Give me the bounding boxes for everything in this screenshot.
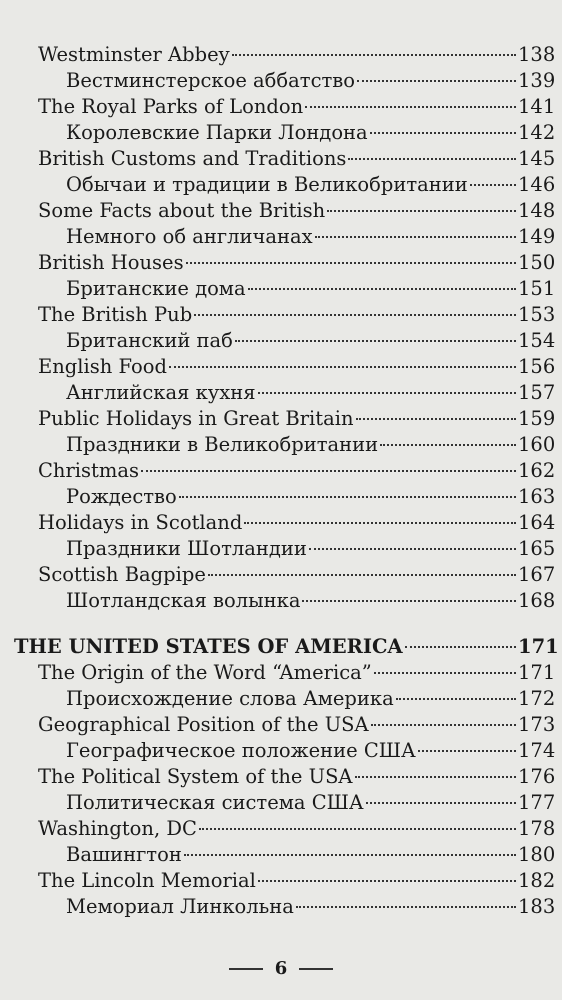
dot-leader (232, 54, 516, 56)
toc-subentry (0, 172, 562, 198)
toc-page-number: 172 (518, 687, 556, 710)
dot-leader (258, 880, 516, 882)
dot-leader (194, 314, 516, 316)
dot-leader (327, 210, 516, 212)
page-footer (0, 958, 562, 979)
dot-leader (357, 80, 516, 82)
toc-entry (0, 458, 562, 484)
toc-page-number: 176 (518, 765, 556, 788)
toc-entry-title: Вестминстерское аббатство (66, 69, 356, 92)
toc-entry-title: Christmas (38, 459, 140, 482)
dot-leader (208, 574, 516, 576)
toc-entry-title: Holidays in Scotland (38, 511, 243, 534)
toc-entry-title: Английская кухня (66, 381, 256, 404)
dot-leader (184, 854, 516, 856)
dot-leader (355, 776, 516, 778)
toc-page-number: 164 (518, 511, 556, 534)
toc-page-number: 151 (518, 277, 556, 300)
toc-entry-title: Праздники Шотландии (66, 537, 307, 560)
toc-page-number: 171 (518, 661, 556, 684)
toc-subentry (0, 484, 562, 510)
toc-entry-title: Рождество (66, 485, 177, 508)
toc-page-number: 165 (518, 537, 556, 560)
dot-leader (380, 444, 516, 446)
toc-page-number: 159 (518, 407, 556, 430)
toc-entry (0, 198, 562, 224)
dot-leader (396, 698, 516, 700)
toc-entry-title: Scottish Bagpipe (38, 563, 206, 586)
toc-entry-title: Washington, DC (38, 817, 197, 840)
dot-leader (235, 340, 516, 342)
toc-entry (0, 354, 562, 380)
toc-page-number: 142 (518, 121, 556, 144)
toc-entry (0, 94, 562, 120)
dot-leader (258, 392, 516, 394)
toc-page-number: 160 (518, 433, 556, 456)
toc-page-number: 174 (518, 739, 556, 762)
toc-entry-title: Происхождение слова Америка (66, 687, 394, 710)
toc-subentry (0, 842, 562, 868)
toc-subentry (0, 276, 562, 302)
dot-leader (315, 236, 516, 238)
dot-leader (418, 750, 516, 752)
toc-entry-title: Праздники в Великобритании (66, 433, 379, 456)
toc-page-number: 182 (518, 869, 556, 892)
toc-entry-title: Some Facts about the British (38, 199, 326, 222)
toc-page-number: 150 (518, 251, 556, 274)
toc-entry (0, 510, 562, 536)
page-number: 6 (274, 958, 288, 979)
toc-page-number: 139 (518, 69, 556, 92)
toc-subentry (0, 894, 562, 920)
toc-page-number: 145 (518, 147, 556, 170)
toc-page-number: 180 (518, 843, 556, 866)
toc-entry-title: Британские дома (66, 277, 246, 300)
toc-subentry (0, 68, 562, 94)
toc-page-number: 178 (518, 817, 556, 840)
dot-leader (141, 470, 516, 472)
dot-leader (248, 288, 516, 290)
toc-page-number: 171 (518, 635, 559, 658)
dot-leader (374, 672, 516, 674)
toc-subentry (0, 380, 562, 406)
toc-page-number: 157 (518, 381, 556, 404)
toc-page-number: 146 (518, 173, 556, 196)
toc-page-number: 183 (518, 895, 556, 918)
toc-entry-title: Политическая система США (66, 791, 364, 814)
toc-page-number: 168 (518, 589, 556, 612)
toc-page-number: 177 (518, 791, 556, 814)
dot-leader (305, 106, 516, 108)
toc-subentry (0, 432, 562, 458)
toc-entry-title: Мемориал Линкольна (66, 895, 294, 918)
toc-subentry (0, 738, 562, 764)
toc-entry-title: Королевские Парки Лондона (66, 121, 368, 144)
toc-entry-title: British Customs and Traditions (38, 147, 347, 170)
toc-entry-title: Британский паб (66, 329, 233, 352)
dot-leader (244, 522, 516, 524)
toc-entry (0, 146, 562, 172)
toc-entry (0, 250, 562, 276)
dot-leader (186, 262, 516, 264)
toc-page-number: 162 (518, 459, 556, 482)
dot-leader (169, 366, 516, 368)
dot-leader (296, 906, 516, 908)
toc-page-number: 149 (518, 225, 556, 248)
dot-leader (348, 158, 516, 160)
toc-entry (0, 302, 562, 328)
dot-leader (405, 646, 516, 648)
toc-entry-title: The British Pub (38, 303, 193, 326)
toc-page-number: 156 (518, 355, 556, 378)
toc-entry-title: Шотландская волынка (66, 589, 301, 612)
toc-entry-title: Public Holidays in Great Britain (38, 407, 354, 430)
toc-entry-title: Вашингтон (66, 843, 182, 866)
toc-subentry (0, 120, 562, 146)
dot-leader (371, 724, 516, 726)
toc-page-number: 163 (518, 485, 556, 508)
table-of-contents (0, 42, 562, 920)
toc-subentry (0, 328, 562, 354)
toc-entry-title: THE UNITED STATES OF AMERICA (14, 635, 403, 658)
toc-subentry (0, 790, 562, 816)
toc-page-number: 148 (518, 199, 556, 222)
footer-rule-left (229, 968, 263, 970)
toc-entry-title: Немного об англичанах (66, 225, 313, 248)
toc-subentry (0, 686, 562, 712)
toc-section-heading (0, 634, 562, 660)
dot-leader (179, 496, 516, 498)
dot-leader (302, 600, 516, 602)
toc-entry (0, 660, 562, 686)
toc-entry-title: English Food (38, 355, 167, 378)
toc-entry-title: The Lincoln Memorial (38, 869, 256, 892)
toc-entry-title: Westminster Abbey (38, 43, 230, 66)
toc-entry-title: Обычаи и традиции в Великобритании (66, 173, 468, 196)
toc-page-number: 141 (518, 95, 556, 118)
toc-entry (0, 562, 562, 588)
dot-leader (199, 828, 516, 830)
footer-rule-right (299, 968, 333, 970)
toc-entry (0, 868, 562, 894)
toc-subentry (0, 224, 562, 250)
dot-leader (366, 802, 516, 804)
dot-leader (356, 418, 516, 420)
toc-entry (0, 816, 562, 842)
toc-page-number: 138 (518, 43, 556, 66)
toc-subentry (0, 588, 562, 614)
toc-page-number: 173 (518, 713, 556, 736)
toc-page-number: 154 (518, 329, 556, 352)
dot-leader (470, 184, 516, 186)
toc-entry-title: The Royal Parks of London (38, 95, 304, 118)
toc-entry-title: Geographical Position of the USA (38, 713, 369, 736)
toc-entry (0, 42, 562, 68)
toc-entry (0, 712, 562, 738)
toc-entry-title: Географическое положение США (66, 739, 416, 762)
dot-leader (370, 132, 516, 134)
dot-leader (309, 548, 516, 550)
toc-page-number: 153 (518, 303, 556, 326)
toc-entry (0, 764, 562, 790)
toc-entry-title: The Origin of the Word “America” (38, 661, 372, 684)
toc-entry (0, 406, 562, 432)
toc-subentry (0, 536, 562, 562)
toc-entry-title: British Houses (38, 251, 184, 274)
toc-entry-title: The Political System of the USA (38, 765, 353, 788)
toc-page-number: 167 (518, 563, 556, 586)
